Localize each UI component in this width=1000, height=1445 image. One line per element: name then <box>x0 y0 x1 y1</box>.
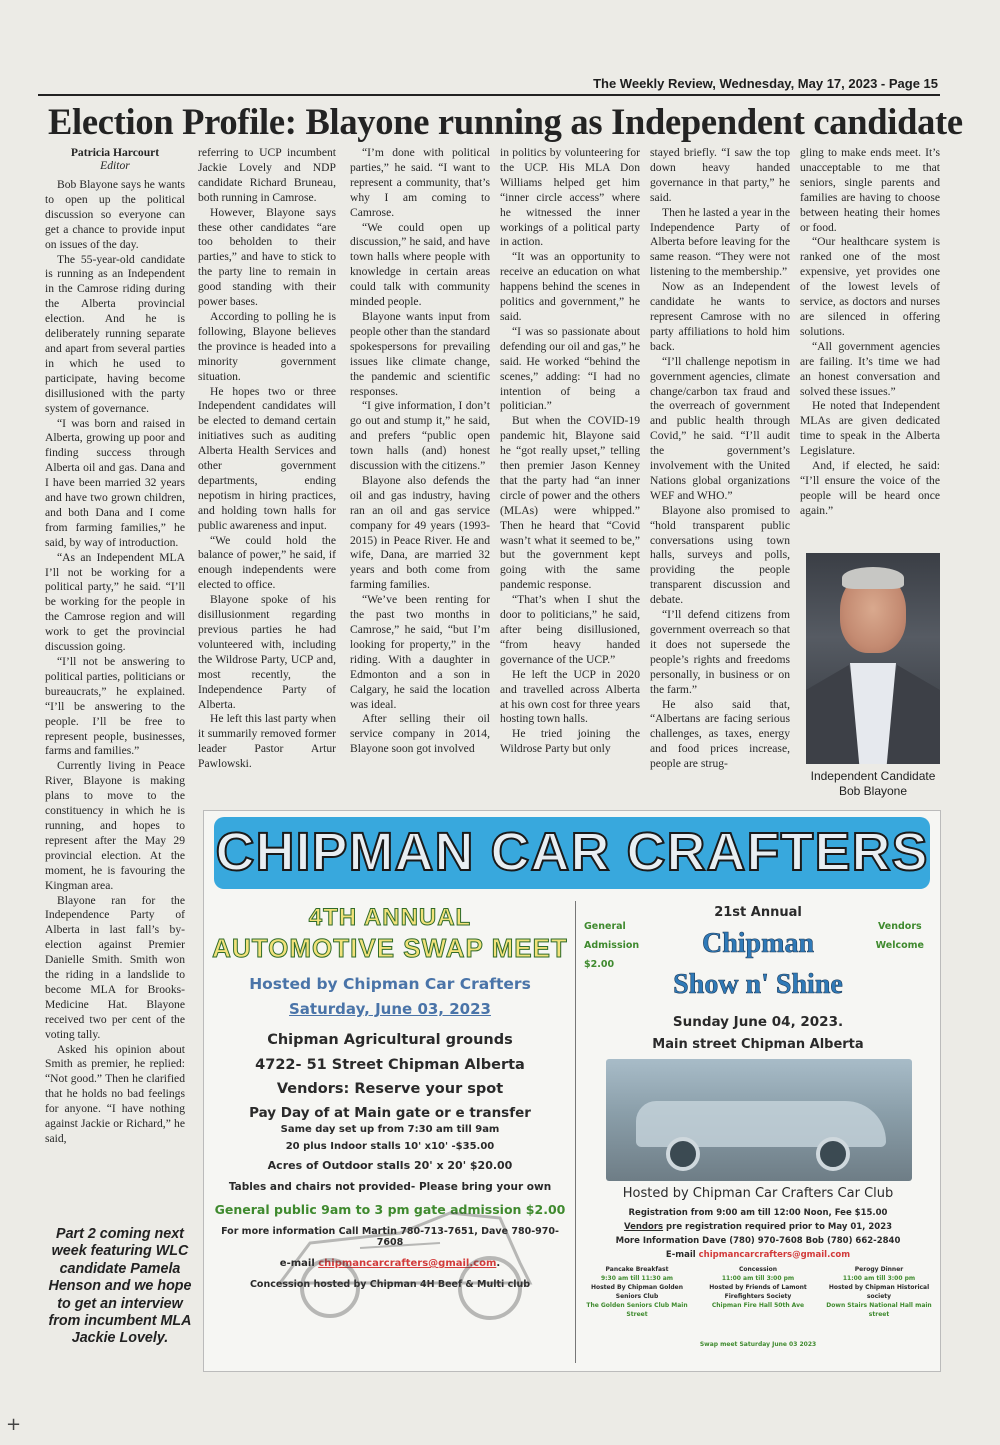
event-time: 11:00 am till 3:00 pm <box>721 1275 795 1282</box>
paragraph: gling to make ends meet. It’s unacceptable to me that seniors, single parents and families are having to choose between heating their homes or food. <box>800 146 940 234</box>
ad-banner <box>214 817 930 889</box>
paragraph: “I was born and raised in Alberta, growing up poor and finding success through Alberta oil and gas. Dana and I have been married 32 years and have two grown children, and both Dana and I come from farming families,” he said, by way of introduction. <box>45 416 185 549</box>
car-wheel-shape <box>666 1137 700 1171</box>
paragraph: According to polling he is following, Blayone believes the province is headed into a minority government situation. <box>198 309 336 383</box>
ad-banner-title: CHIPMAN CAR CRAFTERS <box>215 822 929 882</box>
byline <box>45 146 185 172</box>
paragraph: “As an Independent MLA I’ll not be working for a political party,” he said. “I’ll be working for the people in the Camrose region and will work to get the provincial discussion going. <box>45 550 185 654</box>
more-info-line: More Information Dave (780) 970-7608 Bob (780) 662-2840 <box>615 1236 901 1246</box>
indoor-stalls: 20 plus Indoor stalls 10' x10' -$35.00 <box>285 1141 495 1152</box>
headline: Election Profile: Blayone running as Independent candidate <box>48 101 963 142</box>
header-rule <box>38 94 940 96</box>
paragraph: stayed briefly. “I saw the top down heavy handed governance in that party,” he said. <box>650 146 790 204</box>
prereg-word: Vendors <box>623 1222 664 1232</box>
event-host: Hosted by Friends of Lamont Firefighters Society <box>709 1284 807 1300</box>
paragraph: “We could open up discussion,” he said, and have town halls where people with knowledge in certain areas could talk with community minded people. <box>350 220 490 309</box>
paragraph: “Our healthcare system is ranked one of the most expensive, yet provides one of the lowest levels of service, as doctors and nurses are silenced in offering solutions. <box>800 235 940 338</box>
event-host: Hosted by Chipman Historical society <box>828 1284 930 1300</box>
paragraph: He left this last party when it summarily removed former leader Pastor Artur Pawlowski. <box>198 712 336 771</box>
event-pancake-breakfast <box>582 1265 692 1319</box>
paragraph: “I’ll defend citizens from government overreach so that it does not supersede the people’s rights and freedoms personally, in business or on the farm.” <box>650 608 790 696</box>
outdoor-stalls: Acres of Outdoor stalls 20' x 20' $20.00 <box>267 1159 513 1172</box>
swap-meet-title-line-1: 4TH ANNUAL <box>308 904 472 931</box>
paragraph: However, Blayone says these other candidates “are too beholden to their parties,” and have to stick to the party line to remain in good standing with their power bases. <box>198 205 336 309</box>
paragraph: And, if elected, he said: “I’ll ensure the voice of the people will be heard once again.” <box>800 459 940 517</box>
show-events <box>582 1265 934 1319</box>
paragraph: referring to UCP incumbent Jackie Lovely and NDP candidate Richard Bruneau, both running in Camrose. <box>198 146 336 204</box>
paragraph: Blayone also promised to “hold transparent public conversations using town halls, surveys and polls, providing the people transparent discussion and debate. <box>650 503 790 607</box>
email-label: e-mail <box>279 1258 315 1269</box>
show-title-line-1: Chipman <box>701 928 815 959</box>
event-host: Hosted By Chipman Golden Seniors Club <box>590 1284 684 1300</box>
setup-time: Same day set up from 7:30 am till 9am <box>280 1124 500 1135</box>
paragraph: “I’ll not be answering to political parties, politicians or bureaucrats,” he explained. “I’ll be answering to the people. I’ll be free to represent people, businesses, farms and families.” <box>45 655 185 758</box>
concession-note: Concession hosted by Chipman 4H Beef & Multi club <box>249 1279 531 1290</box>
show-email-link[interactable]: chipmancarcrafters@gmail.com <box>698 1250 851 1260</box>
paragraph: He hopes two or three Independent candidates will be elected to demand certain initiatives such as auditing Alberta Health Services and other government departments, ending nepotism in hiring practices, and holding town halls for public awareness and input. <box>198 384 336 532</box>
paragraph: Blayone also defends the oil and gas industry, having ran an oil and gas service company for 49 years (1993-2015) in Peace River. He and wife, Dana, are married 32 years and both come from farming families. <box>350 473 490 592</box>
paragraph: “We could hold the balance of power,” he said, if enough independents were elected to office. <box>198 533 336 592</box>
paragraph: Blayone ran for the Independence Party of Alberta in last fall’s by-election against Premier Danielle Smith. Smith won the riding in a landslide to become MLA for Brooks-Medicine Hat. Blayone received two per cent of the voting tally. <box>45 893 185 1041</box>
column-5 <box>650 146 790 772</box>
paragraph: Now as an Independent candidate he wants to represent Camrose with no party affiliations to hold him back. <box>650 280 790 353</box>
event-place: Chipman Fire Hall 50th Ave <box>711 1302 805 1309</box>
event-perogy-dinner <box>824 1265 934 1319</box>
show-date: Sunday June 04, 2023. <box>672 1014 844 1030</box>
paragraph: But when the COVID-19 pandemic hit, Blayone said he “got really upset,” telling then premier Jason Kenney that the party had “an inner circle of power and the others (MLAs) were whipped.” Then he heard that “Covid wasn’t what it seemed to be,” but the government kept going with the same pandemic response. <box>500 414 640 592</box>
paragraph: Then he lasted a year in the Independence Party of Alberta before leaving for the same reason. “They were not listening to the membership.” <box>650 205 790 279</box>
caption-line-2: Bob Blayone <box>838 784 908 798</box>
paragraph: “That’s when I shut the door to politicians,” he said, after being disillusioned, “from heavy handed governance of the UCP.” <box>500 593 640 666</box>
contact-info: For more information Call Martin 780-713-7651, Dave 780-970-7608 <box>221 1226 559 1248</box>
venue-line-1: Chipman Agricultural grounds <box>267 1032 513 1048</box>
ga-line-1: General <box>584 921 626 932</box>
paragraph: in politics by volunteering for the UCP. His MLA Don Williams helped get him “inner circle access” where he witnessed the inner workings of a political party in action. <box>500 146 640 249</box>
ga-line-2: Admission <box>584 940 640 951</box>
paragraph: He left the UCP in 2020 and travelled across Alberta at his own cost for three years hosting town halls. <box>500 667 640 726</box>
photo-caption <box>806 769 940 799</box>
show-host: Hosted by Chipman Car Crafters Car Club <box>622 1186 894 1201</box>
prereg-line <box>582 1220 934 1234</box>
paragraph: After selling their oil service company in 2014, Blayone soon got involved <box>350 712 490 756</box>
event-place: The Golden Seniors Club Main Street <box>586 1302 688 1318</box>
ad-divider <box>575 901 576 1363</box>
event-time: 11:00 am till 3:00 pm <box>842 1275 916 1282</box>
prereg-rest: pre registration required prior to May 01, 2023 <box>663 1222 893 1232</box>
event-title: Pancake Breakfast <box>605 1266 669 1273</box>
payment-info: Pay Day of at Main gate or e transfer <box>249 1105 531 1121</box>
photo-hair-shape <box>842 567 904 589</box>
paragraph: “I’m done with political parties,” he said. “I want to represent a community, that’s why I am coming to Camrose. <box>350 146 490 219</box>
author-title: Editor <box>100 159 130 172</box>
swap-meet-venue <box>210 1028 570 1078</box>
email-suffix: . <box>496 1258 501 1269</box>
tables-note: Tables and chairs not provided- Please bring your own <box>228 1181 552 1193</box>
swap-meet-date: Saturday, June 03, 2023 <box>289 1000 491 1018</box>
hot-rod-sketch-icon <box>250 1173 550 1323</box>
caption-line-1: Independent Candidate <box>810 769 936 783</box>
show-annual: 21st Annual <box>714 905 802 920</box>
paragraph: “We’ve been renting for the past two months in Camrose,” he said, “but I’m looking for property,” in the riding. With a daughter in Edmonton and a son in Calgary, he said the location was ideal. <box>350 593 490 711</box>
column-3 <box>350 146 490 757</box>
column-6 <box>800 146 940 519</box>
car-wheel-shape <box>816 1137 850 1171</box>
swap-meet-note: Swap meet Saturday June 03 2023 <box>699 1341 817 1348</box>
paragraph: The 55-year-old candidate is running as an Independent in the Camrose riding during the Alberta provincial election. And he is deliberately running separate and apart from several parties in which he used to participate, having become disillusioned with the party system of governance. <box>45 252 185 415</box>
paragraph: “I’ll challenge nepotism in government agencies, climate change/carbon tax fraud and the overreach of government and public health through Covid,” he said. “I’ll audit the government’s involvement with the United Nations global organizations WEF and WHO.” <box>650 354 790 502</box>
paragraph: “It was an opportunity to receive an education on what happens behind the scenes in politics and government,” he said. <box>500 250 640 323</box>
show-email-line <box>582 1250 934 1260</box>
paragraph: “All government agencies are failing. It’s time we had an honest conversation and solved these issues.” <box>800 339 940 398</box>
swap-meet-section <box>210 903 570 1290</box>
column-2 <box>198 146 336 772</box>
swap-meet-email-link[interactable]: chipmancarcrafters@gmail.com <box>318 1258 497 1269</box>
part-2-teaser: Part 2 coming next week featuring WLC candidate Pamela Henson and we hope to get an interview from incumbent MLA Jackie Lovely. <box>48 1226 192 1347</box>
registration-mark-icon: + <box>6 1414 22 1435</box>
event-title: Perogy Dinner <box>854 1266 904 1273</box>
public-admission: General public 9am to 3 pm gate admission $2.00 <box>214 1202 566 1217</box>
paragraph: He tried joining the Wildrose Party but only <box>500 727 640 756</box>
candidate-photo <box>806 553 940 764</box>
show-title-line-2: Show n' Shine <box>673 969 843 1000</box>
registration-line: Registration from 9:00 am till 12:00 Noon, Fee $15.00 <box>628 1208 888 1218</box>
paragraph: Currently living in Peace River, Blayone is making plans to move to the constituency in which he is running, and hopes to represent after the May 29 provincial election. At the moment, he is favouring the Kingman area. <box>45 759 185 892</box>
show-location: Main street Chipman Alberta <box>652 1037 864 1052</box>
column-4 <box>500 146 640 757</box>
event-concession <box>703 1265 813 1319</box>
author: Patricia Harcourt <box>70 146 160 159</box>
car-crafters-ad <box>203 810 941 1372</box>
paragraph: Asked his opinion about Smith as premier, he replied: “Not good.” Then he clarified that he holds no bad feelings for anyone. “I have nothing against Jackie or Richard,” he said, <box>45 1042 185 1145</box>
masthead: The Weekly Review, Wednesday, May 17, 2023 - Page 15 <box>593 76 938 91</box>
paragraph: Blayone spoke of his disillusionment regarding previous parties he had volunteered with, including the Wildrose Party, UCP and, most recently, the Independence Party of Alberta. <box>198 593 336 711</box>
paragraph: “I was so passionate about defending our oil and gas,” he said. He worked “behind the scenes,” adding: “I had no intention of being a politician.” <box>500 324 640 413</box>
event-place: Down Stairs National Hall main street <box>826 1302 932 1318</box>
show-email-label: E-mail <box>665 1250 699 1260</box>
classic-car-photo <box>606 1059 912 1181</box>
vendors-reserve: Vendors: Reserve your spot <box>276 1081 504 1097</box>
swap-meet-title-line-2: AUTOMOTIVE SWAP MEET <box>212 933 568 963</box>
paragraph: He noted that Independent MLAs are given dedicated time to speak in the Alberta Legislature. <box>800 399 940 458</box>
paragraph: Bob Blayone says he wants to open up the political discussion so everyone can get a chance to provide input on issues of the day. <box>45 178 185 251</box>
column-1 <box>45 146 185 1147</box>
event-time: 9:30 am till 11:30 am <box>600 1275 674 1282</box>
swap-meet-host: Hosted by Chipman Car Crafters <box>249 975 531 993</box>
ga-line-3: $2.00 <box>584 959 615 970</box>
paragraph: He also said that, “Albertans are facing serious challenges, as taxes, energy and food prices increase, people are strug- <box>650 697 790 771</box>
paragraph: “I give information, I don’t go out and stump it,” he said, and prefers “public open town halls (and) honest discussion with the citizens.” <box>350 399 490 473</box>
paragraph: Blayone wants input from people other than the standard spokespersons for prevailing issues like climate change, the pandemic and scientific responses. <box>350 309 490 398</box>
vw-line-2: Welcome <box>875 940 924 951</box>
vw-line-1: Vendors <box>877 921 922 932</box>
event-title: Concession <box>738 1266 777 1273</box>
show-registration <box>582 1206 934 1248</box>
venue-line-2: 4722- 51 Street Chipman Alberta <box>255 1057 525 1073</box>
